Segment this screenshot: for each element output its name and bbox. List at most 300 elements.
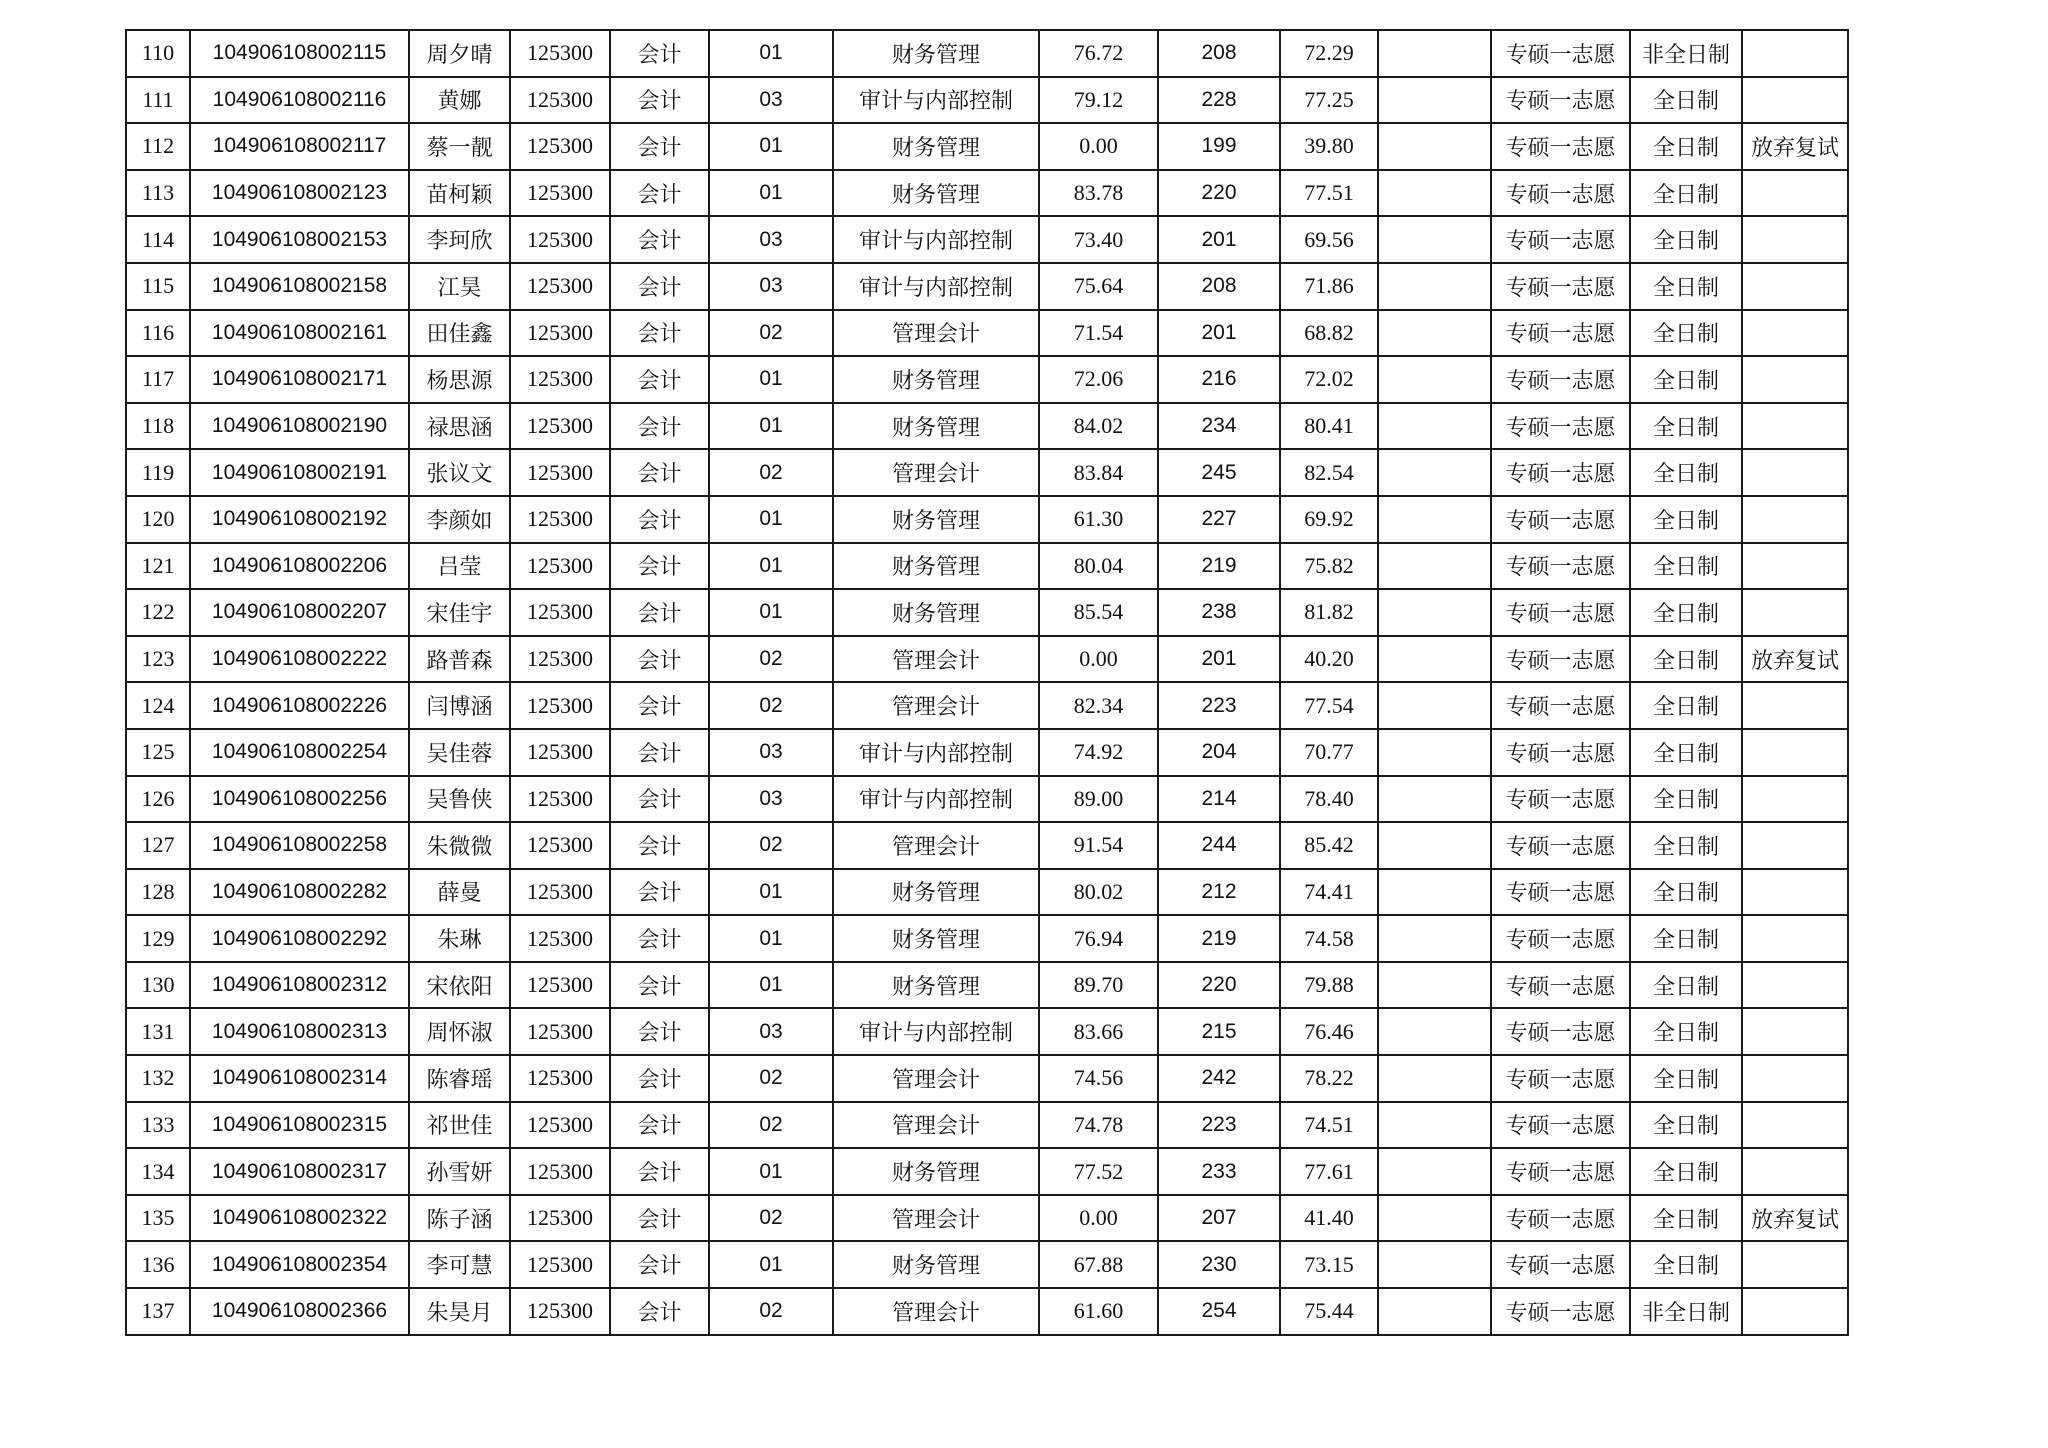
cell-index: 126: [126, 776, 190, 823]
cell-major-code: 125300: [510, 822, 610, 869]
cell-major-code: 125300: [510, 123, 610, 170]
cell-study-mode: 全日制: [1630, 1102, 1742, 1149]
cell-total-score: 69.92: [1280, 496, 1378, 543]
cell-note: [1742, 310, 1848, 357]
cell-initial-score: 227: [1158, 496, 1280, 543]
cell-index: 130: [126, 962, 190, 1009]
cell-remark-empty: [1378, 496, 1491, 543]
cell-name: 祁世佳: [409, 1102, 510, 1149]
table-row: [126, 1148, 1848, 1195]
cell-direction-name: 管理会计: [833, 822, 1039, 869]
cell-name: 吴佳蓉: [409, 729, 510, 776]
cell-direction-code: 02: [709, 1055, 833, 1102]
cell-direction-name: 审计与内部控制: [833, 77, 1039, 124]
cell-study-mode: 全日制: [1630, 869, 1742, 916]
cell-direction-code: 03: [709, 1008, 833, 1055]
cell-direction-name: 财务管理: [833, 496, 1039, 543]
cell-remark-empty: [1378, 682, 1491, 729]
cell-major-name: 会计: [610, 1148, 709, 1195]
cell-retest-score: 89.00: [1039, 776, 1158, 823]
cell-initial-score: 220: [1158, 962, 1280, 1009]
cell-index: 116: [126, 310, 190, 357]
cell-retest-score: 83.66: [1039, 1008, 1158, 1055]
cell-major-name: 会计: [610, 170, 709, 217]
cell-name: 宋依阳: [409, 962, 510, 1009]
cell-candidate-id: 104906108002123: [190, 170, 409, 217]
cell-retest-score: 74.56: [1039, 1055, 1158, 1102]
cell-index: 120: [126, 496, 190, 543]
cell-major-name: 会计: [610, 310, 709, 357]
table-row: [126, 962, 1848, 1009]
cell-direction-name: 财务管理: [833, 589, 1039, 636]
cell-direction-code: 02: [709, 682, 833, 729]
cell-direction-name: 管理会计: [833, 682, 1039, 729]
cell-initial-score: 208: [1158, 30, 1280, 77]
cell-remark-empty: [1378, 822, 1491, 869]
cell-remark-empty: [1378, 1055, 1491, 1102]
cell-note: [1742, 403, 1848, 450]
cell-direction-name: 财务管理: [833, 543, 1039, 590]
cell-major-code: 125300: [510, 1008, 610, 1055]
cell-volunteer-type: 专硕一志愿: [1491, 1288, 1630, 1335]
cell-index: 111: [126, 77, 190, 124]
cell-major-name: 会计: [610, 123, 709, 170]
cell-direction-name: 管理会计: [833, 1288, 1039, 1335]
cell-major-name: 会计: [610, 589, 709, 636]
cell-note: [1742, 543, 1848, 590]
cell-direction-code: 03: [709, 216, 833, 263]
cell-major-name: 会计: [610, 682, 709, 729]
cell-candidate-id: 104906108002312: [190, 962, 409, 1009]
cell-index: 115: [126, 263, 190, 310]
cell-candidate-id: 104906108002191: [190, 449, 409, 496]
cell-volunteer-type: 专硕一志愿: [1491, 356, 1630, 403]
cell-index: 133: [126, 1102, 190, 1149]
cell-remark-empty: [1378, 77, 1491, 124]
cell-major-name: 会计: [610, 263, 709, 310]
cell-note: 放弃复试: [1742, 1195, 1848, 1242]
cell-retest-score: 75.64: [1039, 263, 1158, 310]
cell-major-code: 125300: [510, 356, 610, 403]
cell-index: 131: [126, 1008, 190, 1055]
cell-candidate-id: 104906108002190: [190, 403, 409, 450]
cell-index: 122: [126, 589, 190, 636]
table-row: [126, 776, 1848, 823]
cell-total-score: 77.51: [1280, 170, 1378, 217]
cell-major-code: 125300: [510, 30, 610, 77]
cell-volunteer-type: 专硕一志愿: [1491, 729, 1630, 776]
cell-major-code: 125300: [510, 496, 610, 543]
cell-major-name: 会计: [610, 636, 709, 683]
cell-note: [1742, 263, 1848, 310]
cell-candidate-id: 104906108002222: [190, 636, 409, 683]
cell-retest-score: 76.94: [1039, 915, 1158, 962]
cell-index: 113: [126, 170, 190, 217]
cell-name: 田佳鑫: [409, 310, 510, 357]
cell-retest-score: 0.00: [1039, 123, 1158, 170]
cell-candidate-id: 104906108002258: [190, 822, 409, 869]
cell-volunteer-type: 专硕一志愿: [1491, 170, 1630, 217]
cell-initial-score: 219: [1158, 543, 1280, 590]
cell-direction-code: 01: [709, 170, 833, 217]
cell-major-name: 会计: [610, 962, 709, 1009]
cell-retest-score: 74.78: [1039, 1102, 1158, 1149]
cell-volunteer-type: 专硕一志愿: [1491, 216, 1630, 263]
cell-direction-code: 01: [709, 123, 833, 170]
cell-volunteer-type: 专硕一志愿: [1491, 403, 1630, 450]
cell-total-score: 72.02: [1280, 356, 1378, 403]
cell-remark-empty: [1378, 1195, 1491, 1242]
cell-retest-score: 73.40: [1039, 216, 1158, 263]
cell-candidate-id: 104906108002226: [190, 682, 409, 729]
cell-direction-code: 01: [709, 543, 833, 590]
cell-major-name: 会计: [610, 1102, 709, 1149]
cell-major-name: 会计: [610, 915, 709, 962]
cell-total-score: 39.80: [1280, 123, 1378, 170]
cell-direction-name: 管理会计: [833, 310, 1039, 357]
table-row: [126, 1055, 1848, 1102]
cell-study-mode: 全日制: [1630, 729, 1742, 776]
table-row: [126, 1288, 1848, 1335]
cell-direction-name: 审计与内部控制: [833, 1008, 1039, 1055]
cell-major-name: 会计: [610, 869, 709, 916]
cell-major-code: 125300: [510, 1241, 610, 1288]
cell-note: [1742, 1148, 1848, 1195]
cell-candidate-id: 104906108002322: [190, 1195, 409, 1242]
table-row: [126, 1008, 1848, 1055]
cell-major-code: 125300: [510, 776, 610, 823]
cell-total-score: 79.88: [1280, 962, 1378, 1009]
cell-major-code: 125300: [510, 1195, 610, 1242]
cell-remark-empty: [1378, 729, 1491, 776]
cell-direction-code: 01: [709, 496, 833, 543]
cell-initial-score: 223: [1158, 682, 1280, 729]
cell-major-name: 会计: [610, 776, 709, 823]
cell-candidate-id: 104906108002171: [190, 356, 409, 403]
table-row: [126, 1102, 1848, 1149]
cell-note: [1742, 1008, 1848, 1055]
cell-retest-score: 82.34: [1039, 682, 1158, 729]
cell-initial-score: 199: [1158, 123, 1280, 170]
cell-name: 张议文: [409, 449, 510, 496]
cell-name: 杨思源: [409, 356, 510, 403]
cell-remark-empty: [1378, 310, 1491, 357]
cell-major-name: 会计: [610, 403, 709, 450]
cell-candidate-id: 104906108002366: [190, 1288, 409, 1335]
cell-volunteer-type: 专硕一志愿: [1491, 636, 1630, 683]
cell-study-mode: 全日制: [1630, 356, 1742, 403]
cell-retest-score: 91.54: [1039, 822, 1158, 869]
cell-direction-name: 管理会计: [833, 449, 1039, 496]
cell-candidate-id: 104906108002115: [190, 30, 409, 77]
cell-direction-code: 03: [709, 729, 833, 776]
table-row: [126, 403, 1848, 450]
admission-score-table: [125, 29, 1849, 1336]
cell-total-score: 69.56: [1280, 216, 1378, 263]
table-row: [126, 915, 1848, 962]
cell-volunteer-type: 专硕一志愿: [1491, 77, 1630, 124]
cell-direction-code: 01: [709, 356, 833, 403]
cell-direction-name: 管理会计: [833, 1102, 1039, 1149]
cell-name: 朱微微: [409, 822, 510, 869]
cell-candidate-id: 104906108002315: [190, 1102, 409, 1149]
cell-remark-empty: [1378, 356, 1491, 403]
cell-initial-score: 207: [1158, 1195, 1280, 1242]
cell-note: [1742, 915, 1848, 962]
cell-note: 放弃复试: [1742, 123, 1848, 170]
cell-retest-score: 80.02: [1039, 869, 1158, 916]
cell-major-code: 125300: [510, 1102, 610, 1149]
cell-remark-empty: [1378, 449, 1491, 496]
cell-direction-name: 管理会计: [833, 636, 1039, 683]
cell-retest-score: 80.04: [1039, 543, 1158, 590]
cell-volunteer-type: 专硕一志愿: [1491, 822, 1630, 869]
cell-remark-empty: [1378, 1288, 1491, 1335]
table-row: [126, 310, 1848, 357]
cell-retest-score: 61.60: [1039, 1288, 1158, 1335]
cell-total-score: 78.40: [1280, 776, 1378, 823]
cell-name: 陈子涵: [409, 1195, 510, 1242]
cell-name: 薛曼: [409, 869, 510, 916]
cell-major-name: 会计: [610, 356, 709, 403]
cell-initial-score: 233: [1158, 1148, 1280, 1195]
cell-major-code: 125300: [510, 962, 610, 1009]
cell-note: [1742, 449, 1848, 496]
cell-study-mode: 全日制: [1630, 776, 1742, 823]
cell-name: 李可慧: [409, 1241, 510, 1288]
cell-study-mode: 全日制: [1630, 170, 1742, 217]
cell-remark-empty: [1378, 1148, 1491, 1195]
cell-retest-score: 61.30: [1039, 496, 1158, 543]
cell-candidate-id: 104906108002254: [190, 729, 409, 776]
table-row: [126, 822, 1848, 869]
cell-direction-name: 审计与内部控制: [833, 729, 1039, 776]
cell-index: 118: [126, 403, 190, 450]
cell-direction-name: 审计与内部控制: [833, 216, 1039, 263]
cell-name: 闫博涵: [409, 682, 510, 729]
cell-major-code: 125300: [510, 682, 610, 729]
cell-remark-empty: [1378, 962, 1491, 1009]
cell-candidate-id: 104906108002313: [190, 1008, 409, 1055]
cell-candidate-id: 104906108002317: [190, 1148, 409, 1195]
cell-candidate-id: 104906108002256: [190, 776, 409, 823]
cell-study-mode: 全日制: [1630, 123, 1742, 170]
cell-note: [1742, 356, 1848, 403]
cell-note: [1742, 729, 1848, 776]
cell-volunteer-type: 专硕一志愿: [1491, 30, 1630, 77]
cell-direction-name: 管理会计: [833, 1195, 1039, 1242]
cell-study-mode: 全日制: [1630, 915, 1742, 962]
cell-direction-code: 03: [709, 776, 833, 823]
cell-initial-score: 215: [1158, 1008, 1280, 1055]
cell-index: 128: [126, 869, 190, 916]
cell-study-mode: 全日制: [1630, 77, 1742, 124]
cell-remark-empty: [1378, 263, 1491, 310]
cell-volunteer-type: 专硕一志愿: [1491, 962, 1630, 1009]
cell-note: [1742, 1288, 1848, 1335]
cell-total-score: 73.15: [1280, 1241, 1378, 1288]
cell-total-score: 74.58: [1280, 915, 1378, 962]
cell-major-code: 125300: [510, 310, 610, 357]
cell-total-score: 72.29: [1280, 30, 1378, 77]
cell-direction-name: 审计与内部控制: [833, 776, 1039, 823]
cell-name: 路普森: [409, 636, 510, 683]
cell-retest-score: 77.52: [1039, 1148, 1158, 1195]
cell-retest-score: 67.88: [1039, 1241, 1158, 1288]
cell-retest-score: 85.54: [1039, 589, 1158, 636]
cell-index: 119: [126, 449, 190, 496]
cell-initial-score: 245: [1158, 449, 1280, 496]
cell-direction-name: 财务管理: [833, 962, 1039, 1009]
cell-major-code: 125300: [510, 1055, 610, 1102]
cell-volunteer-type: 专硕一志愿: [1491, 776, 1630, 823]
cell-note: [1742, 822, 1848, 869]
cell-candidate-id: 104906108002116: [190, 77, 409, 124]
cell-name: 陈睿瑶: [409, 1055, 510, 1102]
cell-direction-code: 02: [709, 636, 833, 683]
cell-retest-score: 79.12: [1039, 77, 1158, 124]
cell-name: 蔡一靓: [409, 123, 510, 170]
cell-total-score: 70.77: [1280, 729, 1378, 776]
cell-candidate-id: 104906108002292: [190, 915, 409, 962]
cell-total-score: 40.20: [1280, 636, 1378, 683]
cell-remark-empty: [1378, 636, 1491, 683]
table-row: [126, 636, 1848, 683]
cell-name: 周怀淑: [409, 1008, 510, 1055]
cell-name: 苗柯颖: [409, 170, 510, 217]
cell-index: 121: [126, 543, 190, 590]
cell-direction-code: 01: [709, 589, 833, 636]
cell-note: [1742, 869, 1848, 916]
cell-name: 李颜如: [409, 496, 510, 543]
cell-major-code: 125300: [510, 1288, 610, 1335]
cell-major-name: 会计: [610, 77, 709, 124]
cell-major-code: 125300: [510, 403, 610, 450]
cell-direction-name: 财务管理: [833, 1148, 1039, 1195]
cell-direction-code: 02: [709, 822, 833, 869]
cell-index: 127: [126, 822, 190, 869]
cell-name: 黄娜: [409, 77, 510, 124]
cell-major-code: 125300: [510, 170, 610, 217]
cell-candidate-id: 104906108002206: [190, 543, 409, 590]
cell-direction-name: 财务管理: [833, 30, 1039, 77]
cell-initial-score: 208: [1158, 263, 1280, 310]
cell-study-mode: 全日制: [1630, 962, 1742, 1009]
cell-retest-score: 89.70: [1039, 962, 1158, 1009]
cell-initial-score: 219: [1158, 915, 1280, 962]
cell-remark-empty: [1378, 589, 1491, 636]
cell-study-mode: 全日制: [1630, 449, 1742, 496]
cell-volunteer-type: 专硕一志愿: [1491, 1148, 1630, 1195]
cell-retest-score: 72.06: [1039, 356, 1158, 403]
cell-major-name: 会计: [610, 1195, 709, 1242]
table-row: [126, 30, 1848, 77]
cell-major-name: 会计: [610, 30, 709, 77]
table-row: [126, 449, 1848, 496]
cell-remark-empty: [1378, 30, 1491, 77]
cell-volunteer-type: 专硕一志愿: [1491, 263, 1630, 310]
cell-total-score: 76.46: [1280, 1008, 1378, 1055]
cell-index: 112: [126, 123, 190, 170]
cell-name: 朱琳: [409, 915, 510, 962]
table-row: [126, 496, 1848, 543]
cell-volunteer-type: 专硕一志愿: [1491, 869, 1630, 916]
cell-initial-score: 230: [1158, 1241, 1280, 1288]
cell-study-mode: 非全日制: [1630, 1288, 1742, 1335]
cell-note: [1742, 496, 1848, 543]
cell-study-mode: 全日制: [1630, 682, 1742, 729]
table-row: [126, 1241, 1848, 1288]
cell-study-mode: 全日制: [1630, 822, 1742, 869]
cell-index: 132: [126, 1055, 190, 1102]
cell-initial-score: 220: [1158, 170, 1280, 217]
cell-initial-score: 228: [1158, 77, 1280, 124]
cell-remark-empty: [1378, 1241, 1491, 1288]
cell-index: 124: [126, 682, 190, 729]
table-row: [126, 682, 1848, 729]
cell-retest-score: 0.00: [1039, 636, 1158, 683]
cell-candidate-id: 104906108002158: [190, 263, 409, 310]
cell-remark-empty: [1378, 1102, 1491, 1149]
cell-note: 放弃复试: [1742, 636, 1848, 683]
cell-major-name: 会计: [610, 543, 709, 590]
cell-major-name: 会计: [610, 822, 709, 869]
cell-study-mode: 全日制: [1630, 589, 1742, 636]
cell-total-score: 77.25: [1280, 77, 1378, 124]
cell-name: 朱昊月: [409, 1288, 510, 1335]
cell-initial-score: 214: [1158, 776, 1280, 823]
cell-note: [1742, 216, 1848, 263]
cell-direction-code: 02: [709, 1102, 833, 1149]
table-row: [126, 589, 1848, 636]
cell-major-name: 会计: [610, 1288, 709, 1335]
cell-direction-name: 财务管理: [833, 356, 1039, 403]
cell-initial-score: 201: [1158, 636, 1280, 683]
cell-index: 137: [126, 1288, 190, 1335]
cell-initial-score: 201: [1158, 310, 1280, 357]
cell-initial-score: 238: [1158, 589, 1280, 636]
cell-initial-score: 212: [1158, 869, 1280, 916]
cell-candidate-id: 104906108002207: [190, 589, 409, 636]
cell-index: 125: [126, 729, 190, 776]
cell-total-score: 41.40: [1280, 1195, 1378, 1242]
cell-initial-score: 216: [1158, 356, 1280, 403]
table-row: [126, 123, 1848, 170]
cell-remark-empty: [1378, 1008, 1491, 1055]
cell-initial-score: 242: [1158, 1055, 1280, 1102]
cell-name: 周夕晴: [409, 30, 510, 77]
cell-remark-empty: [1378, 123, 1491, 170]
cell-total-score: 75.82: [1280, 543, 1378, 590]
cell-major-name: 会计: [610, 449, 709, 496]
cell-major-code: 125300: [510, 869, 610, 916]
cell-candidate-id: 104906108002192: [190, 496, 409, 543]
cell-index: 117: [126, 356, 190, 403]
cell-index: 134: [126, 1148, 190, 1195]
cell-study-mode: 全日制: [1630, 496, 1742, 543]
cell-initial-score: 204: [1158, 729, 1280, 776]
cell-total-score: 77.54: [1280, 682, 1378, 729]
cell-direction-code: 01: [709, 869, 833, 916]
cell-index: 110: [126, 30, 190, 77]
cell-volunteer-type: 专硕一志愿: [1491, 449, 1630, 496]
cell-study-mode: 全日制: [1630, 1148, 1742, 1195]
cell-name: 李珂欣: [409, 216, 510, 263]
cell-volunteer-type: 专硕一志愿: [1491, 543, 1630, 590]
cell-major-name: 会计: [610, 496, 709, 543]
cell-volunteer-type: 专硕一志愿: [1491, 1008, 1630, 1055]
cell-major-code: 125300: [510, 915, 610, 962]
